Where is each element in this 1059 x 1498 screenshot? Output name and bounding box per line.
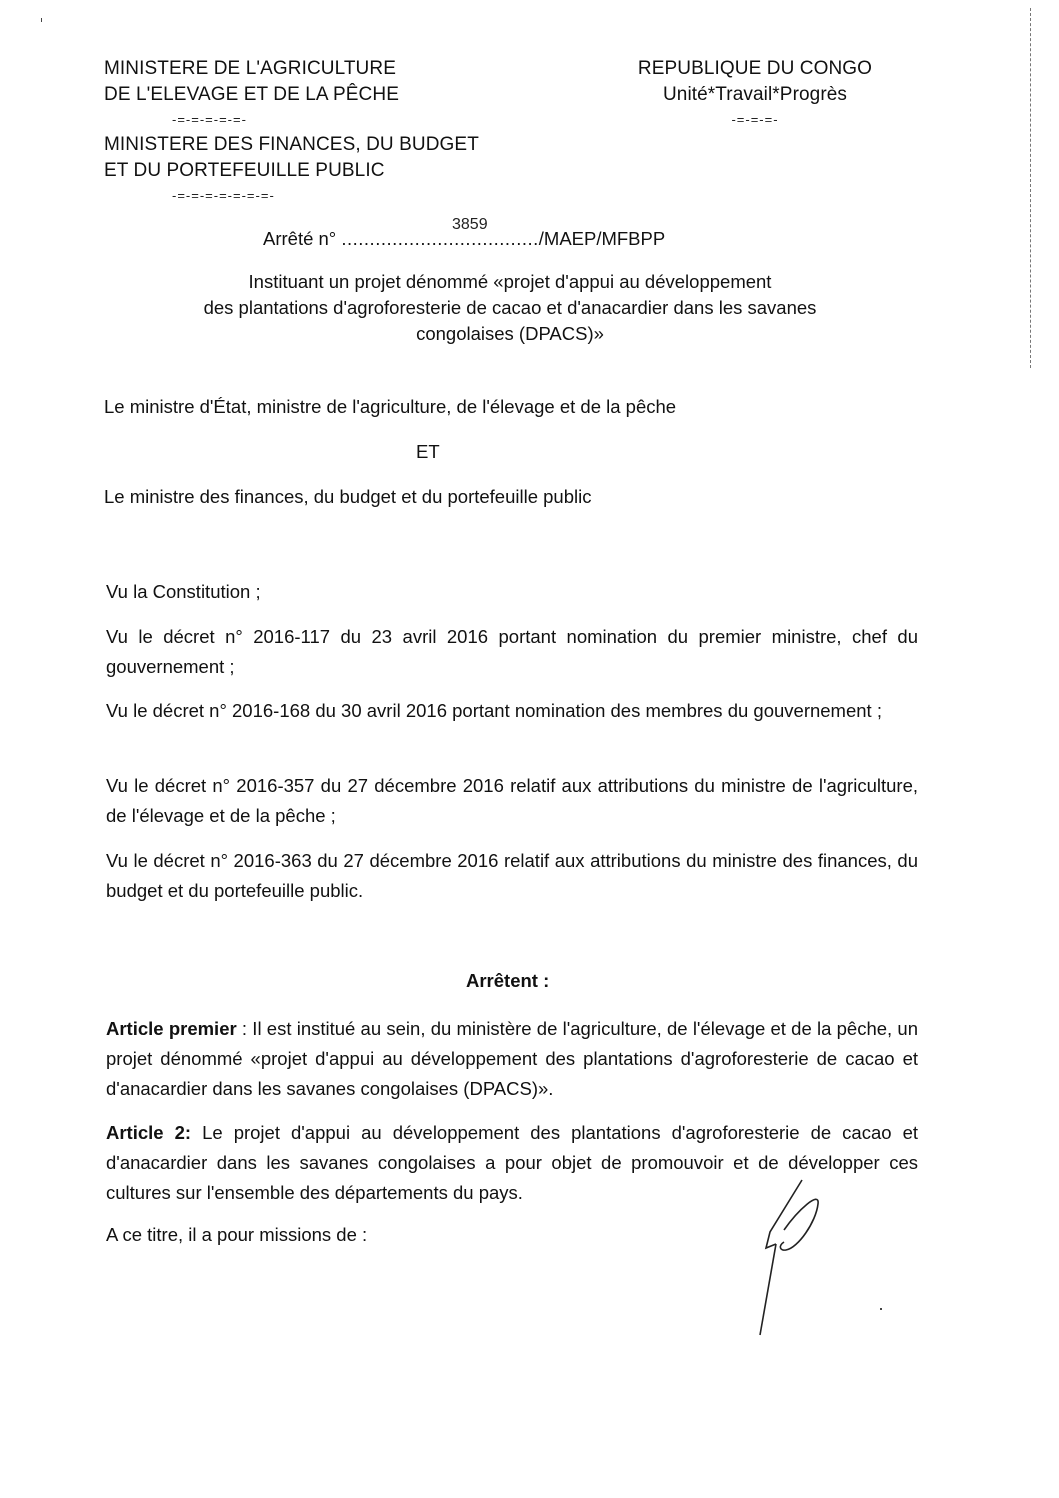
arrete-dots: ................................... bbox=[341, 228, 539, 249]
subject-line3: congolaises (DPACS)» bbox=[416, 323, 604, 344]
vu-decree-2016-117: Vu le décret n° 2016-117 du 23 avril 2016 portant nomination du premier ministre, chef du gouvernement ; bbox=[106, 626, 918, 677]
arretent-heading: Arrêtent : bbox=[466, 970, 550, 991]
ministry-agriculture-line2: DE L'ELEVAGE ET DE LA PÊCHE bbox=[104, 84, 399, 105]
scan-edge-marks bbox=[1030, 8, 1032, 368]
header-left-separator-1: -=-=-=-=-=- bbox=[172, 112, 247, 127]
republic-motto: Unité*Travail*Progrès bbox=[662, 84, 848, 105]
ministry-agriculture-line1: MINISTERE DE L'AGRICULTURE bbox=[104, 58, 396, 79]
arrete-prefix: Arrêté n° bbox=[263, 228, 337, 249]
missions-intro: A ce titre, il a pour missions de : bbox=[106, 1224, 368, 1245]
signature-paraph bbox=[740, 1170, 850, 1340]
article-1-label: Article premier bbox=[106, 1018, 237, 1039]
article-1 bbox=[106, 1014, 918, 1104]
vu-decree-2016-168: Vu le décret n° 2016-168 du 30 avril 2016 portant nomination des membres du gouvernement ; bbox=[106, 700, 882, 721]
arrete-handwritten-number: 3859 bbox=[452, 216, 488, 233]
header-left-separator-2: -=-=-=-=-=-=-=- bbox=[172, 188, 275, 203]
minister-agriculture: Le ministre d'État, ministre de l'agriculture, de l'élevage et de la pêche bbox=[104, 396, 677, 417]
scan-speck bbox=[880, 1308, 882, 1310]
scan-speck-top bbox=[41, 18, 42, 22]
article-1-text: : Il est institué au sein, du ministère de l'agriculture, de l'élevage et de la pêche, un projet dénommé «projet d'appui au développement des plantations d'agroforesterie de cacao et d'anacardier dans les savanes congolaises (DPACS)». bbox=[106, 1018, 918, 1099]
conjunction-et: ET bbox=[416, 441, 440, 462]
minister-finances: Le ministre des finances, du budget et du portefeuille public bbox=[104, 486, 592, 507]
subject-line1: Instituant un projet dénommé «projet d'appui au développement bbox=[248, 271, 772, 292]
vu-constitution: Vu la Constitution ; bbox=[106, 581, 261, 602]
ministry-finances-line2: ET DU PORTEFEUILLE PUBLIC bbox=[104, 160, 385, 181]
arrete-suffix: /MAEP/MFBPP bbox=[538, 228, 666, 249]
article-2-label: Article 2: bbox=[106, 1122, 192, 1143]
vu-decree-2016-363: Vu le décret n° 2016-363 du 27 décembre 2016 relatif aux attributions du ministre des finances, du budget et du portefeuille public. bbox=[106, 850, 918, 901]
subject-line2: des plantations d'agroforesterie de cacao et d'anacardier dans les savanes bbox=[203, 297, 817, 318]
header-right-separator: -=-=-=- bbox=[731, 112, 779, 127]
vu-decree-2016-357: Vu le décret n° 2016-357 du 27 décembre 2016 relatif aux attributions du ministre de l'agriculture, de l'élevage et de la pêche ; bbox=[106, 775, 918, 826]
ministry-finances-line1: MINISTERE DES FINANCES, DU BUDGET bbox=[104, 134, 479, 155]
republic-name: REPUBLIQUE DU CONGO bbox=[637, 58, 873, 79]
article-2-text: Le projet d'appui au développement des plantations d'agroforesterie de cacao et d'anacardier dans les savanes congolaises a pour objet de promouvoir et de développer ces cultures sur l'ensemble des départements du pays. bbox=[106, 1122, 919, 1203]
